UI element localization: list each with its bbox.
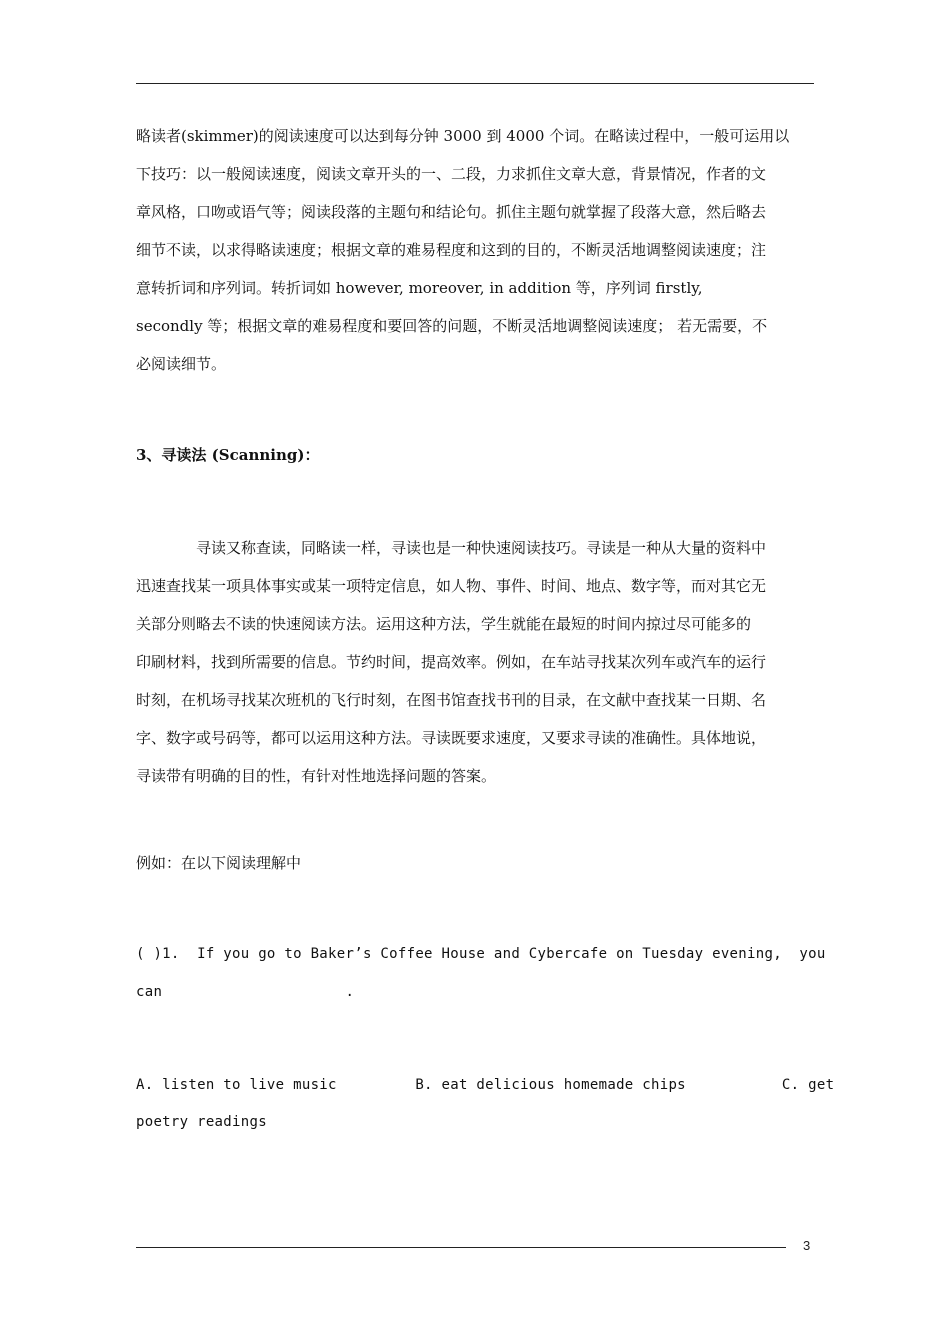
paragraph-line: 印刷材料，找到所需要的信息。节约时间，提高效率。例如，在车站寻找某次列车或汽车的运行	[136, 653, 767, 671]
paragraph-line: 略读者(skimmer)的阅读速度可以达到每分钟 3000 到 4000 个词。在略读过程中，一般可运用以	[136, 127, 790, 145]
paragraph-line: 时刻，在机场寻找某次班机的飞行时刻，在图书馆查找书刊的目录，在文献中查找某一日期、名	[136, 691, 767, 709]
question-options-line2: poetry readings	[136, 1114, 267, 1130]
paragraph-line: secondly 等；根据文章的难易程度和要回答的问题，不断灵活地调整阅读速度； 若无需要，不	[136, 317, 768, 335]
skimming-paragraph	[136, 117, 816, 383]
header-rule	[136, 83, 814, 84]
paragraph-line: 寻读又称查读，同略读一样，寻读也是一种快速阅读技巧。寻读是一种从大量的资料中	[196, 539, 767, 557]
paragraph-line: 寻读带有明确的目的性，有针对性地选择问题的答案。	[136, 767, 497, 785]
paragraph-line: 意转折词和序列词。转折词如 however, moreover, in addition 等，序列词 firstly,	[136, 279, 703, 297]
page-number: 3	[803, 1238, 811, 1253]
question-options-line1: A. listen to live music B. eat delicious homemade chips C. get	[136, 1077, 835, 1093]
paragraph-line: 下技巧：以一般阅读速度，阅读文章开头的一、二段，力求抓住文章大意，背景情况，作者的文	[136, 165, 767, 183]
paragraph-line: 关部分则略去不读的快速阅读方法。运用这种方法，学生就能在最短的时间内掠过尽可能多的	[136, 615, 752, 633]
paragraph-line: 字、数字或号码等，都可以运用这种方法。寻读既要求速度，又要求寻读的准确性。具体地说，	[136, 729, 767, 747]
paragraph-line: 必阅读细节。	[136, 355, 227, 373]
paragraph-line: 章风格，口吻或语气等；阅读段落的主题句和结论句。抓住主题句就掌握了段落大意，然后略去	[136, 203, 767, 221]
section-heading: 3、寻读法 (Scanning)：	[136, 446, 320, 464]
question-stem-line1: ( )1. If you go to Baker’s Coffee House and Cybercafe on Tuesday evening, you	[136, 946, 826, 962]
paragraph-line: 细节不读，以求得略读速度；根据文章的难易程度和这到的目的，不断灵活地调整阅读速度；注	[136, 241, 767, 259]
question-stem-line2: can .	[136, 984, 355, 1000]
paragraph-line: 迅速查找某一项具体事实或某一项特定信息，如人物、事件、时间、地点、数字等，而对其它无	[136, 577, 767, 595]
example-intro: 例如：在以下阅读理解中	[136, 854, 302, 872]
footer-rule	[136, 1247, 786, 1248]
scanning-paragraph	[136, 529, 816, 795]
